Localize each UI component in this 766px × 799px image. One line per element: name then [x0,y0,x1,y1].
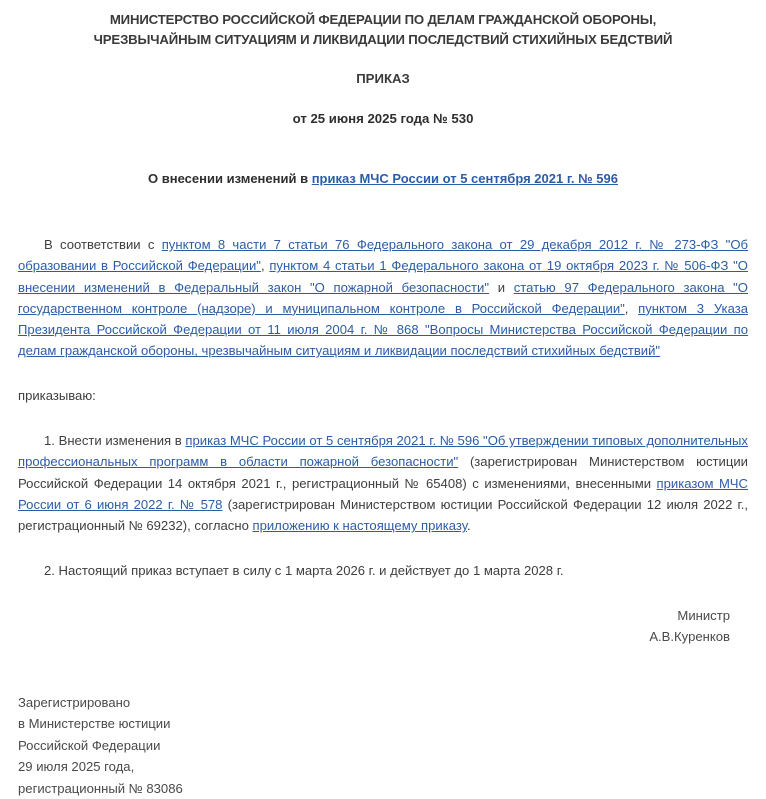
item1-text-4: . [466,518,471,534]
basis-link-506fz[interactable]: пунктом 4 статьи 1 Федерального закона от 19 октября 2023 г. № 506-ФЗ "О внесении изменений в Федеральный закон "О пожарной безопасности" [18,258,748,295]
signature-block [18,605,748,648]
basis-text-1: В соответствии с [44,237,162,252]
page-title-prefix: О внесении изменений в [148,171,312,186]
order-keyword: приказываю: [18,387,96,403]
item1-link-prikaz-578[interactable]: приказом МЧС России от 6 июня 2022 г. № 578 [18,475,748,512]
signatory-position: Министр [677,607,730,623]
registration-line-5: регистрационный № 83086 [18,780,183,796]
registration-line-2: в Министерстве юстиции [18,716,171,732]
legal-basis-paragraph [18,234,748,362]
signatory-name: А.В.Куренков [649,629,730,645]
document-date-number: от 25 июня 2025 года № 530 [292,111,474,126]
basis-link-ukaz-868[interactable]: пунктом 3 Указа Президента Российской Федерации от 11 июля 2004 г. № 868 "Вопросы Министерства Российской Федерации по делам гражданской обороны, чрезвычайным ситуациям и ликвидации последствий стихийных бедствий" [18,300,748,359]
title-reference-link[interactable]: приказ МЧС России от 5 сентября 2021 г. № 596 [311,171,618,186]
basis-text-3: и [489,279,514,295]
item1-text-2: (зарегистрирован Министерством юстиции Российской Федерации 14 октября 2021 г., регистрационный № 65408) с изменениями, внесенными [18,454,748,491]
order-item-1 [18,430,748,536]
item1-link-prikaz-596[interactable]: приказ МЧС России от 5 сентября 2021 г. № 596 "Об утверждении типовых дополнительных профессиональных программ в области пожарной безопасности" [18,433,748,470]
ministry-name-line-1: МИНИСТЕРСТВО РОССИЙСКОЙ ФЕДЕРАЦИИ ПО ДЕЛАМ ГРАЖДАНСКОЙ ОБОРОНЫ, [109,12,657,27]
registration-line-4: 29 июля 2025 года, [18,759,135,775]
basis-link-273fz[interactable]: пунктом 8 части 7 статьи 76 Федерального закона от 29 декабря 2012 г. № 273-ФЗ "Об образовании в Российской Федерации" [18,237,749,274]
registration-block [18,692,748,799]
ministry-name-line-2: ЧРЕЗВЫЧАЙНЫМ СИТУАЦИЯМ И ЛИКВИДАЦИИ ПОСЛЕДСТВИЙ СТИХИЙНЫХ БЕДСТВИЙ [93,32,673,47]
item1-text-1: 1. Внести изменения в [44,433,186,449]
page-title [18,170,748,188]
basis-text-2: , [260,258,270,274]
basis-link-article-97[interactable]: статью 97 Федерального закона "О государственном контроле (надзоре) и муниципальном контроле в Российской Федерации" [18,279,748,316]
order-item-2: 2. Настоящий приказ вступает в силу с 1 марта 2026 г. и действует до 1 марта 2028 г. [44,562,564,578]
registration-line-1: Зарегистрировано [18,694,131,710]
registration-line-3: Российской Федерации [18,737,161,753]
item1-text-3: (зарегистрирован Министерством юстиции Российской Федерации 12 июля 2022 г., регистрационный № 69232), согласно [18,496,748,534]
item1-link-prilozhenie[interactable]: приложению к настоящему приказу [252,518,467,534]
basis-text-4: , [624,300,639,316]
document-type-heading: ПРИКАЗ [356,71,410,86]
